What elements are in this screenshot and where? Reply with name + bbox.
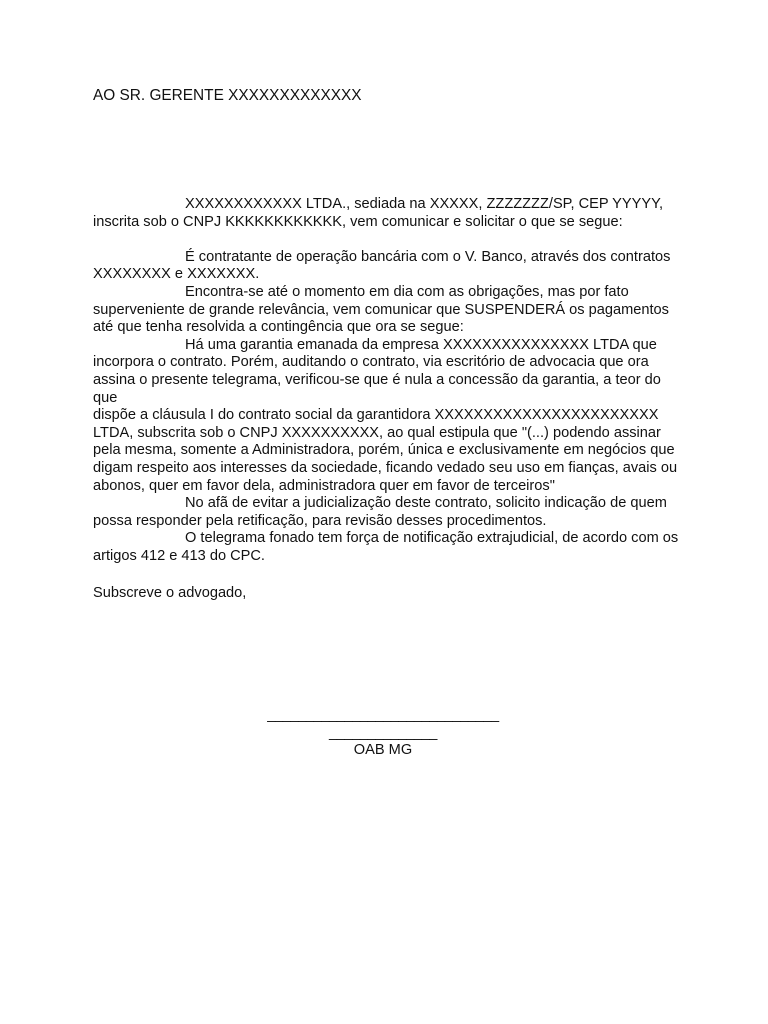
paragraph-guarantee: Há uma garantia emanada da empresa XXXXXXXXXXXXXXX LTDA que incorpora o contrato. Porém, auditando o contrato, via escritório de advocacia que ora assina o presente telegrama, verificou-se que é nula a concessão da garantia, a teor do que dispõe a cláusula I do contrato social da garantidora XXXXXXXXXXXXXXXXXXXXXXX LTDA, subscrita sob o CNPJ XXXXXXXXXX, ao qual estipula que "(...) podendo assinar pela mesma, somente a Administradora, porém, única e exclusivamente em negócios que digam respeito aos interesses da sociedade, ficando vedado seu uso em fianças, avais ou abonos, quer em favor dela, administradora quer em favor de terceiros" <box>93 336 678 494</box>
paragraph-spacer <box>93 231 683 249</box>
signature-title: OAB MG <box>353 742 413 758</box>
paragraph-request: No afã de evitar a judicialização deste contrato, solicito indicação de quem possa responder pela retificação, para revisão desses procedimentos. <box>93 495 667 529</box>
paragraph-notification: O telegrama fonado tem força de notificação extrajudicial, de acordo com os artigos 412 e 413 do CPC. <box>93 530 679 564</box>
addressee-line: AO SR. GERENTE XXXXXXXXXXXXX <box>93 87 362 104</box>
paragraph-suspension: Encontra-se até o momento em dia com as obrigações, mas por fato superveniente de grande relevância, vem comunicar que SUSPENDERÁ os pagamentos até que tenha resolvida a contingência que ora se segue: <box>93 283 669 336</box>
name-line: ______________ <box>328 724 438 741</box>
signature-line: ______________________________ <box>267 707 499 723</box>
signature-block <box>254 707 512 760</box>
paragraph-introduction: XXXXXXXXXXXX LTDA., sediada na XXXXX, ZZZZZZZ/SP, CEP YYYYY, inscrita sob o CNPJ KKKKKKKKKKKK, vem comunicar e solicitar o que se segue: <box>93 196 664 230</box>
letter-body <box>93 196 683 565</box>
paragraph-contracts: É contratante de operação bancária com o V. Banco, através dos contratos XXXXXXXX e XXXXXXX. <box>93 248 671 283</box>
closing-line: Subscreve o advogado, <box>93 585 247 601</box>
